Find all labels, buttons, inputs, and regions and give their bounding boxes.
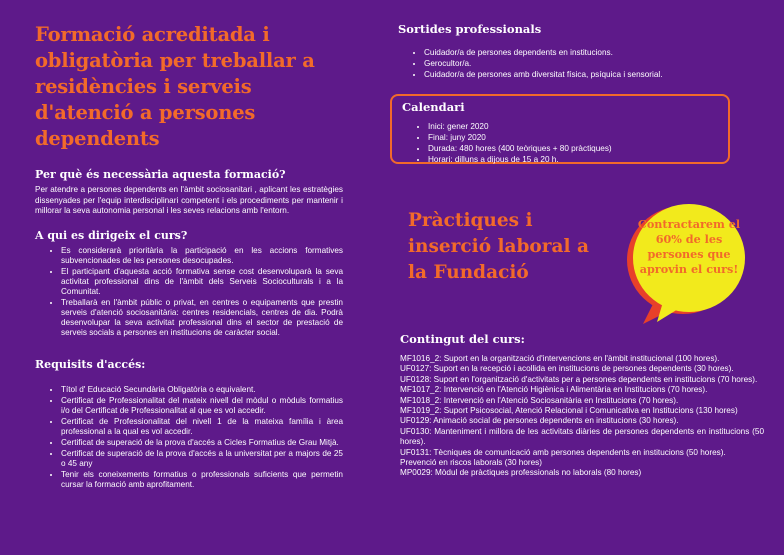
who-list xyxy=(35,246,343,338)
list-item: • Final: juny 2020 xyxy=(428,133,718,143)
list-item: • Inici: gener 2020 xyxy=(428,122,718,132)
list-item: • Títol d' Educació Secundària Obligatòria o equivalent. xyxy=(61,385,343,395)
calendar-box xyxy=(390,94,730,164)
requirements-section xyxy=(35,358,343,490)
sortides-list xyxy=(398,48,766,80)
list-item: UF0128: Suport en l'organització d'activitats per a persones dependents en institucions (70 hores). xyxy=(400,374,758,384)
contingut-heading: Contingut del curs: xyxy=(400,332,525,346)
list-item: UF0127: Suport en la recepció i acollida en institucions de persones dependents (30 hores). xyxy=(400,364,734,374)
list-item: MP0029: Mòdul de pràctiques professionals no laborals (80 hores) xyxy=(400,468,642,478)
list-item: MF1019_2: Suport Psicosocial, Atenció Relacional i Comunicativa en Institucions (130 hores) xyxy=(400,406,738,416)
contingut-section xyxy=(400,332,764,479)
list-item: MF1016_2: Suport en la organització d'intervencions en l'àmbit institucional (100 hores). xyxy=(400,354,720,363)
main-title: Formació acreditada i obligatòria per treballar a residències i serveis d'atenció a persones dependents xyxy=(35,23,315,150)
why-heading: Per què és necessària aquesta formació? xyxy=(35,168,286,181)
requirements-list xyxy=(35,385,343,490)
list-item: • Certificat de Professionalitat del mateix nivell del mòdul o mòduls formatius i/o del Certificat de Professionalitat al que es vol accedir. xyxy=(61,396,343,416)
calendar-list xyxy=(402,122,718,165)
list-item: • Tenir els coneixements formatius o professionals suficients que permetin cursar la formació amb aprofitament. xyxy=(61,470,343,490)
why-section xyxy=(35,168,343,217)
list-item: • El participant d'aquesta acció formativa sense cost desenvoluparà la seva activitat professional dins de l'àmbit dels Serveis Socioculturals i a la Comunitat. xyxy=(61,267,343,297)
list-item: Prevenció en riscos laborals (30 hores) xyxy=(400,458,542,468)
list-item: • Durada: 480 hores (400 teòriques + 80 pràctiques) xyxy=(428,144,718,154)
list-item: • Treballarà en l'àmbit públic o privat, en centres o equipaments que prestin serveis d'atenció sociosanitària: centres residencials, centres de dia. Podrà desenvolupar la seva activitat professional dins el sector de prestació de serveis socials a persones en institucions de caràcter social. xyxy=(61,298,343,338)
sortides-section xyxy=(398,22,766,80)
practiques-title: Pràctiques i inserció laboral a la Fundació xyxy=(408,210,589,283)
list-item: MF1018_2: Intervenció en l'Atenció Sociosanitària en Institucions (70 hores). xyxy=(400,395,679,405)
list-item: MF1017_2: Intervenció en l'Atenció Higiènica i Alimentària en Institucions (70 hores). xyxy=(400,385,708,395)
list-item: UF0131: Tècniques de comunicació amb persones dependents en institucions (50 hores). xyxy=(400,447,726,457)
list-item: • Certificat de superació de la prova d'accés a Cicles Formatius de Grau Mitjà. xyxy=(61,438,343,448)
calendar-heading: Calendari xyxy=(402,100,465,114)
sortides-heading: Sortides professionals xyxy=(398,22,542,36)
list-item: • Cuidador/a de persones dependents en institucions. xyxy=(424,48,766,58)
contingut-list xyxy=(400,354,764,479)
who-section xyxy=(35,229,343,338)
list-item: UF0130: Manteniment i millora de les activitats diàries de persones dependents en institucions (50 hores). xyxy=(400,426,764,447)
list-item: • Es considerarà prioritària la participació en les accions formatives subvencionades de les persones desocupades. xyxy=(61,246,343,266)
requirements-heading: Requisits d'accés: xyxy=(35,357,146,371)
list-item: UF0129: Animació social de persones dependents en institucions (30 hores). xyxy=(400,416,679,426)
right-column xyxy=(398,22,766,478)
list-item: • Cuidador/a de persones amb diversitat física, psíquica i sensorial. xyxy=(424,70,766,80)
list-item: • Certificat de Professionalitat del nivell 1 de la mateixa família i àrea professional a la qual es vol accedir. xyxy=(61,417,343,437)
who-heading: A qui es dirigeix el curs? xyxy=(35,228,188,242)
list-item: • Certificat de superació de la prova d'accés a la universitat per a majors de 25 o 45 any xyxy=(61,449,343,469)
left-column xyxy=(35,22,343,491)
why-text: Per atendre a persones dependents en l'àmbit sociosanitari , aplicant les estratègies dissenyades per l'equip interdisciplinari competent i els procediments per mantenir i millorar la seva autonomia personal i les seves relacions amb l'entorn. xyxy=(35,185,343,216)
list-item: • Gerocultor/a. xyxy=(424,59,766,69)
bubble-text: Contractarem el 60% de les persones que aprovin el curs! xyxy=(637,217,741,276)
list-item: • Horari: dilluns a dijous de 15 a 20 h. xyxy=(428,155,718,165)
